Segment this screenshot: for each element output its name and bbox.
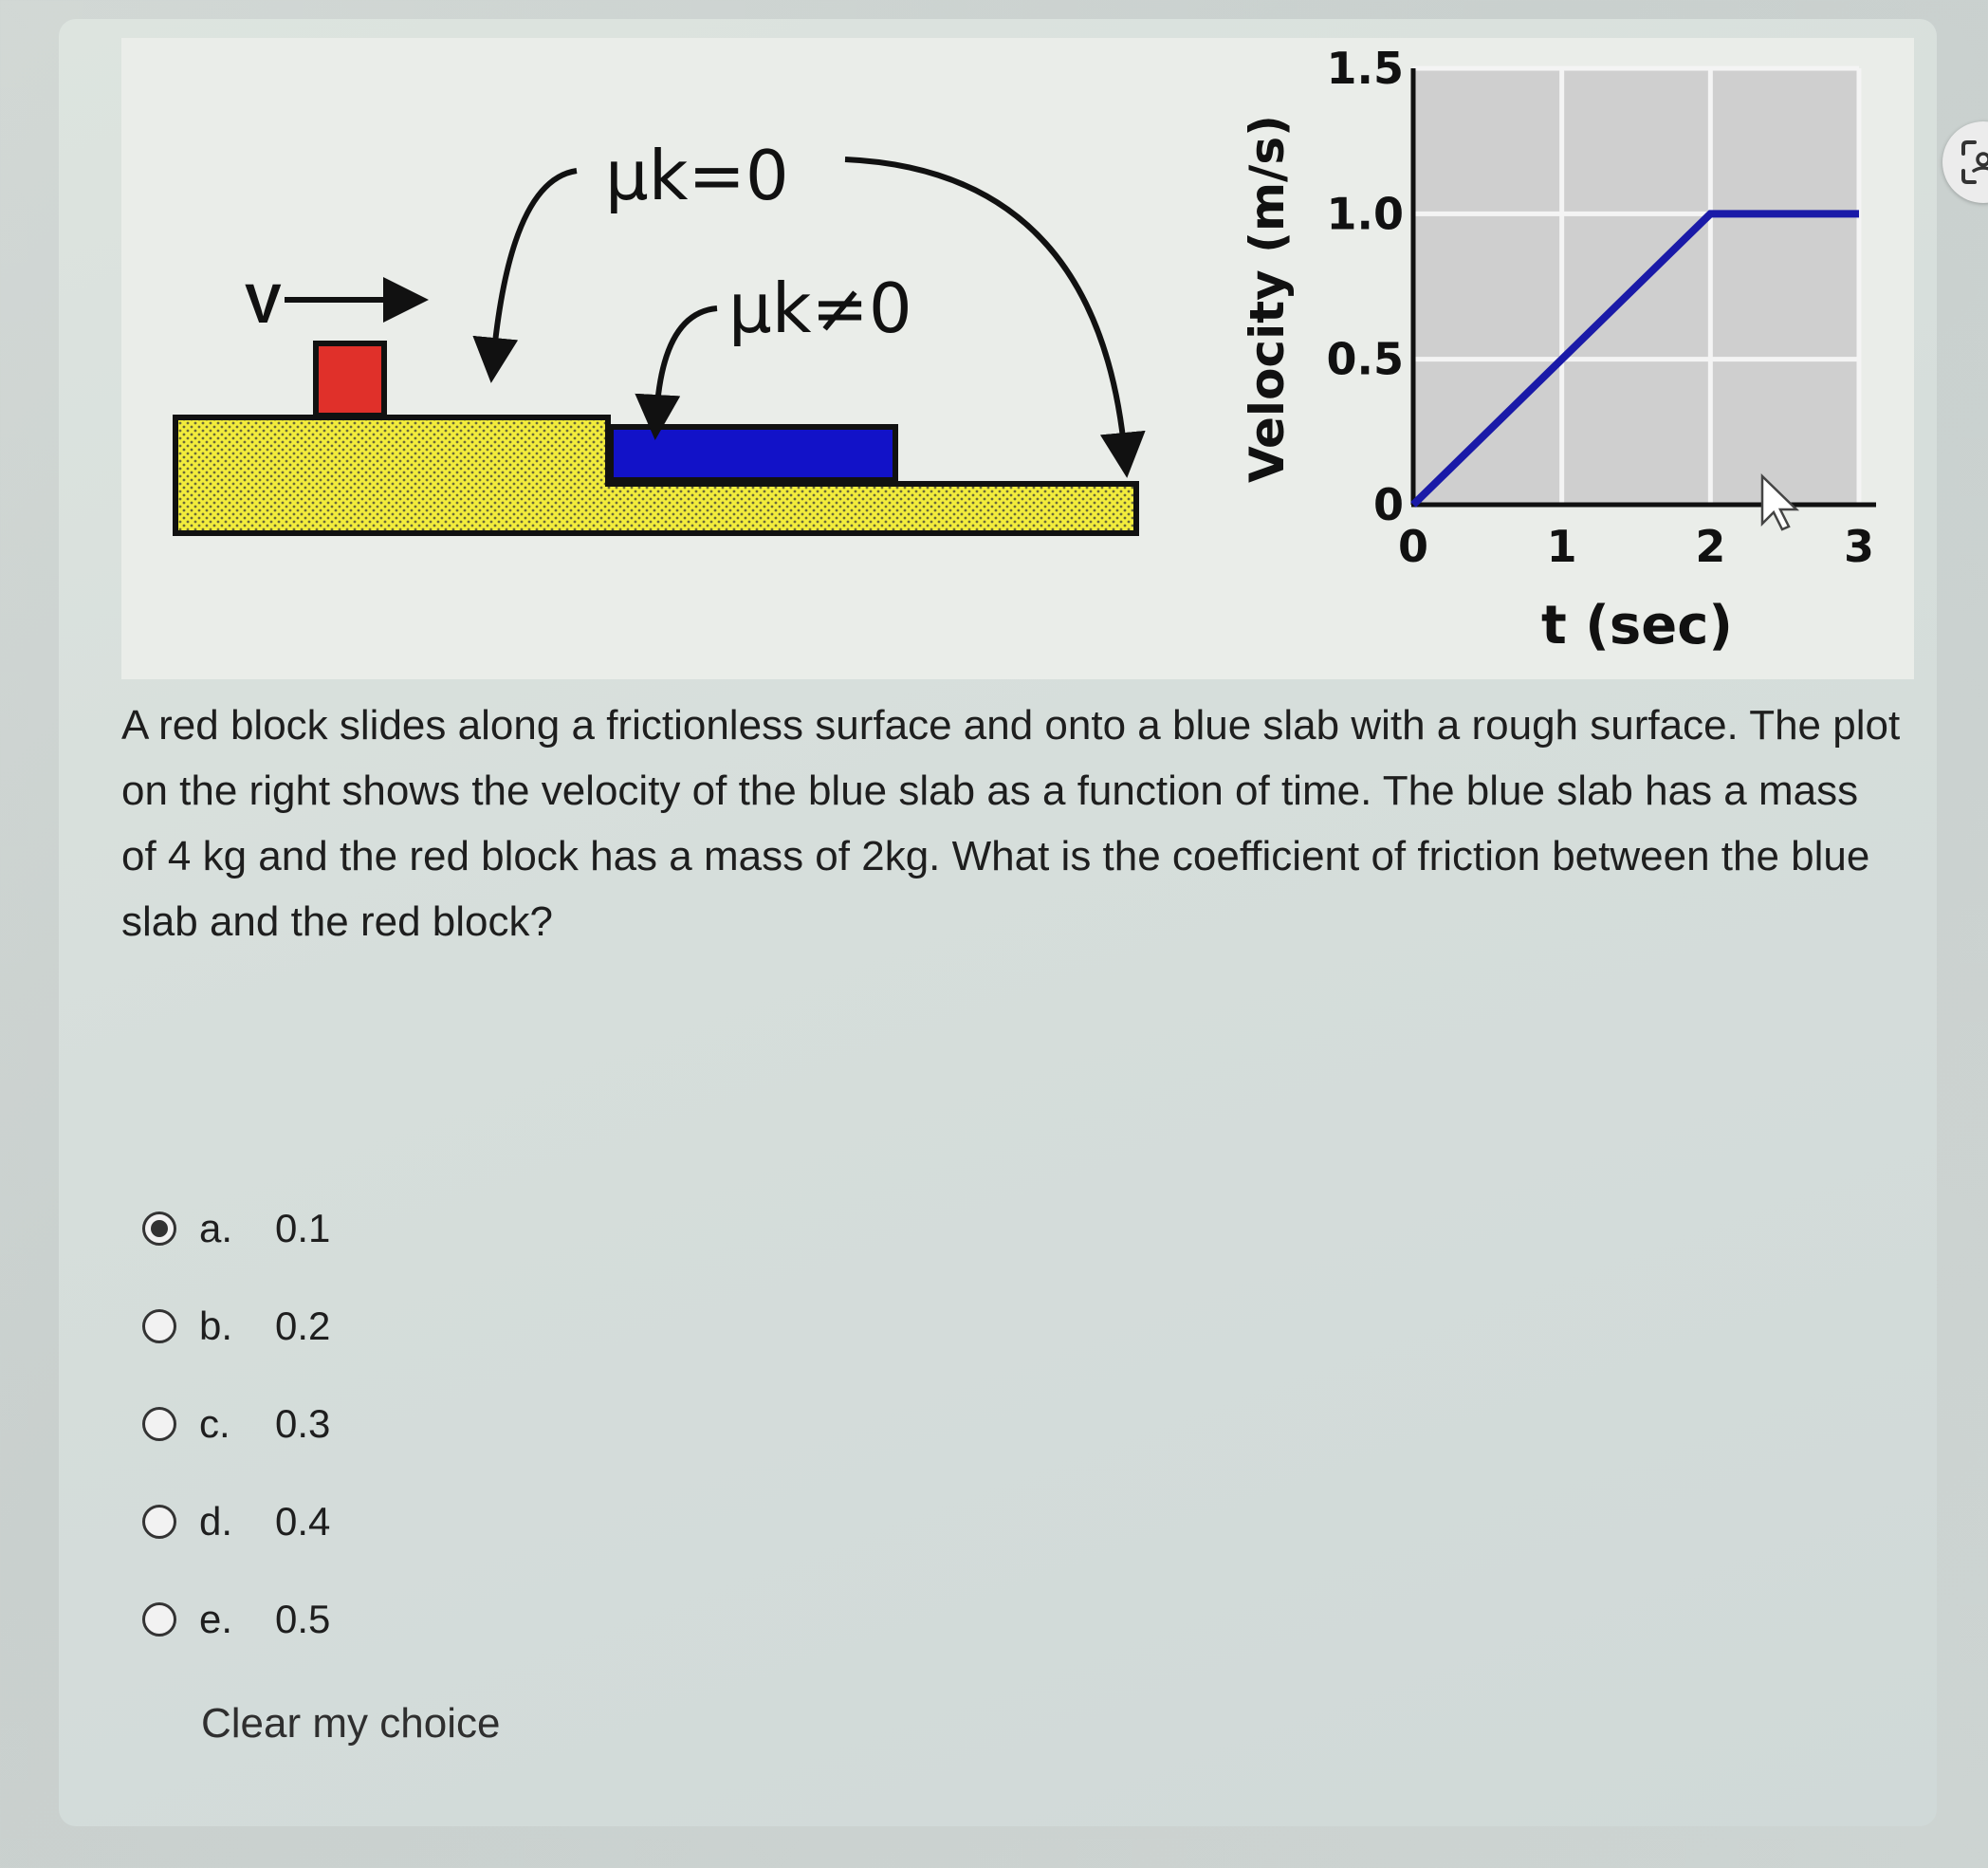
option-letter: d. [199,1499,233,1544]
option-a[interactable] [142,1200,330,1257]
x-tick-labels [1398,521,1874,572]
option-c[interactable] [142,1396,330,1452]
x-axis-label: t (sec) [1541,595,1733,657]
option-letter: c. [199,1401,230,1446]
velocity-label: V [245,273,282,335]
velocity-time-plot [1203,38,1914,679]
option-value: 0.2 [275,1304,331,1348]
y-axis-label: Velocity (m/s) [1240,115,1295,483]
x-tick-label: 0 [1397,521,1429,572]
question-text: A red block slides along a frictionless surface and onto a blue slab with a rough surface. The plot on the right shows the velocity of the blue slab as a function of time. The blue slab has a mass of 4 kg and the red block has a mass of 2kg. What is the coefficient of friction between the blue slab and the red block? [121,702,1901,945]
mu-zero-label: μk=0 [605,136,789,215]
radio-button[interactable] [142,1505,176,1539]
option-value: 0.4 [275,1499,331,1544]
option-letter: e. [199,1597,233,1641]
mu-zero-arrow-left [493,171,577,361]
y-tick-label: 0 [1372,479,1404,530]
option-value: 0.5 [275,1597,331,1641]
mu-nonzero-arrow [656,308,717,417]
y-tick-labels [1327,43,1405,530]
option-value: 0.1 [275,1206,331,1250]
option-b[interactable] [142,1298,330,1355]
x-tick-label: 2 [1695,521,1726,572]
y-tick-label: 1.5 [1326,43,1404,94]
option-e[interactable] [142,1591,330,1648]
clear-choice-link[interactable]: Clear my choice [201,1700,501,1747]
y-tick-label: 0.5 [1326,333,1404,385]
block-slab-diagram [121,38,1203,679]
x-tick-label: 1 [1546,521,1577,572]
option-letter: a. [199,1206,233,1250]
scan-text-icon[interactable] [1942,121,1988,203]
radio-button[interactable] [142,1211,176,1246]
red-block [316,343,384,416]
option-letter: b. [199,1304,233,1348]
radio-button[interactable] [142,1309,176,1343]
mu-nonzero-label: μk≠0 [728,268,912,348]
x-tick-label: 3 [1843,521,1875,572]
blue-slab [611,427,895,480]
option-value: 0.3 [275,1401,331,1446]
y-tick-label: 1.0 [1326,188,1404,240]
option-d[interactable] [142,1493,330,1550]
question-figure [121,38,1914,679]
radio-button[interactable] [142,1407,176,1441]
radio-button[interactable] [142,1602,176,1637]
